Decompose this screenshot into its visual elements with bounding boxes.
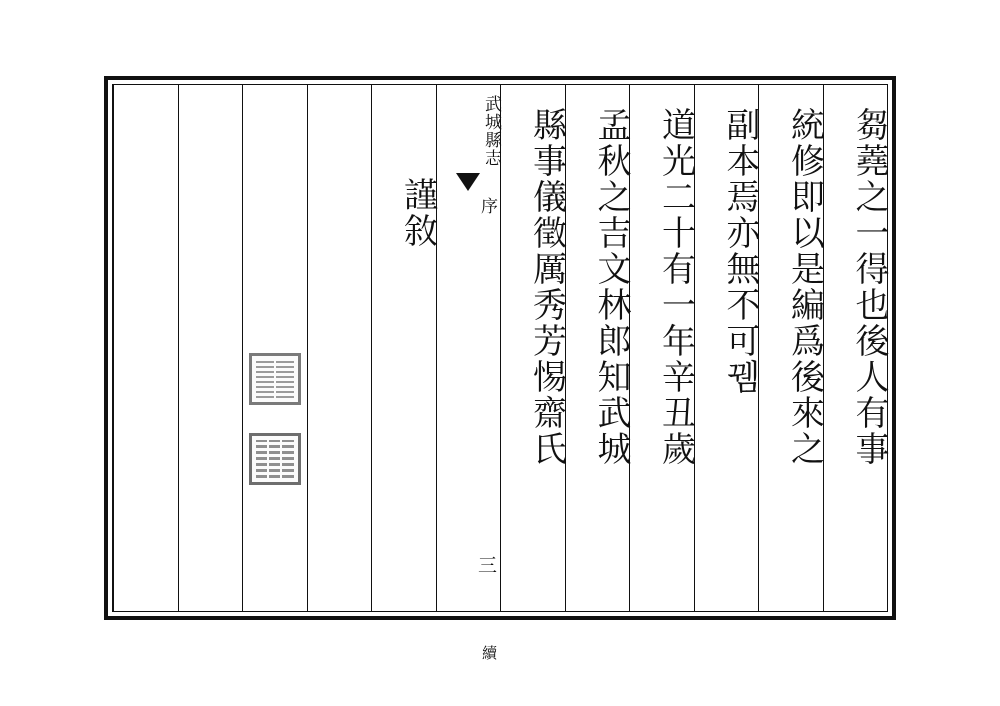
seal-column [242, 85, 307, 611]
seal-glyph [269, 440, 280, 478]
seal-glyphs [256, 440, 294, 478]
column-text: 統修即以是編爲後來之 [784, 107, 825, 467]
text-column [113, 85, 178, 611]
column-text [179, 97, 243, 107]
text-column [565, 85, 630, 611]
text-column [758, 85, 823, 611]
text-column [178, 85, 243, 611]
seal-glyph [282, 440, 293, 478]
banxin [437, 85, 501, 660]
seal-glyph [276, 360, 294, 378]
seal-glyph [256, 360, 274, 378]
centerfold-column [436, 85, 501, 660]
column-text: 副本焉亦無不可뀀 [720, 107, 760, 395]
text-column [823, 85, 888, 611]
text-column [307, 85, 372, 611]
column-text [308, 97, 372, 107]
name-seal-upper [249, 353, 301, 405]
seal-glyph [276, 380, 294, 398]
column-text: 謹敘 [397, 177, 438, 249]
section-label: 序 [477, 197, 497, 215]
text-column [500, 85, 565, 611]
name-seal-lower [249, 433, 301, 485]
fish-tail-ornament [456, 173, 480, 191]
volume-mark: 續 [480, 645, 498, 660]
column-text: 道光二十有一年辛丑歲 [655, 107, 696, 467]
column-text [243, 97, 307, 107]
book-title: 武城縣志 [481, 95, 501, 167]
page-number: 三 [475, 555, 497, 574]
text-column [371, 85, 436, 611]
text-column-grid [113, 85, 889, 660]
seal-glyph [256, 380, 274, 398]
text-column [629, 85, 694, 611]
column-text: 縣事儀徵厲秀芳惕齋氏 [526, 107, 567, 467]
seal-glyph [256, 440, 267, 478]
column-text [114, 97, 178, 107]
column-text: 芻蕘之一得也後人有事 [849, 107, 889, 467]
seal-glyphs [256, 360, 294, 398]
text-column [694, 85, 759, 611]
column-text: 孟秋之吉文林郎知武城 [591, 107, 631, 467]
